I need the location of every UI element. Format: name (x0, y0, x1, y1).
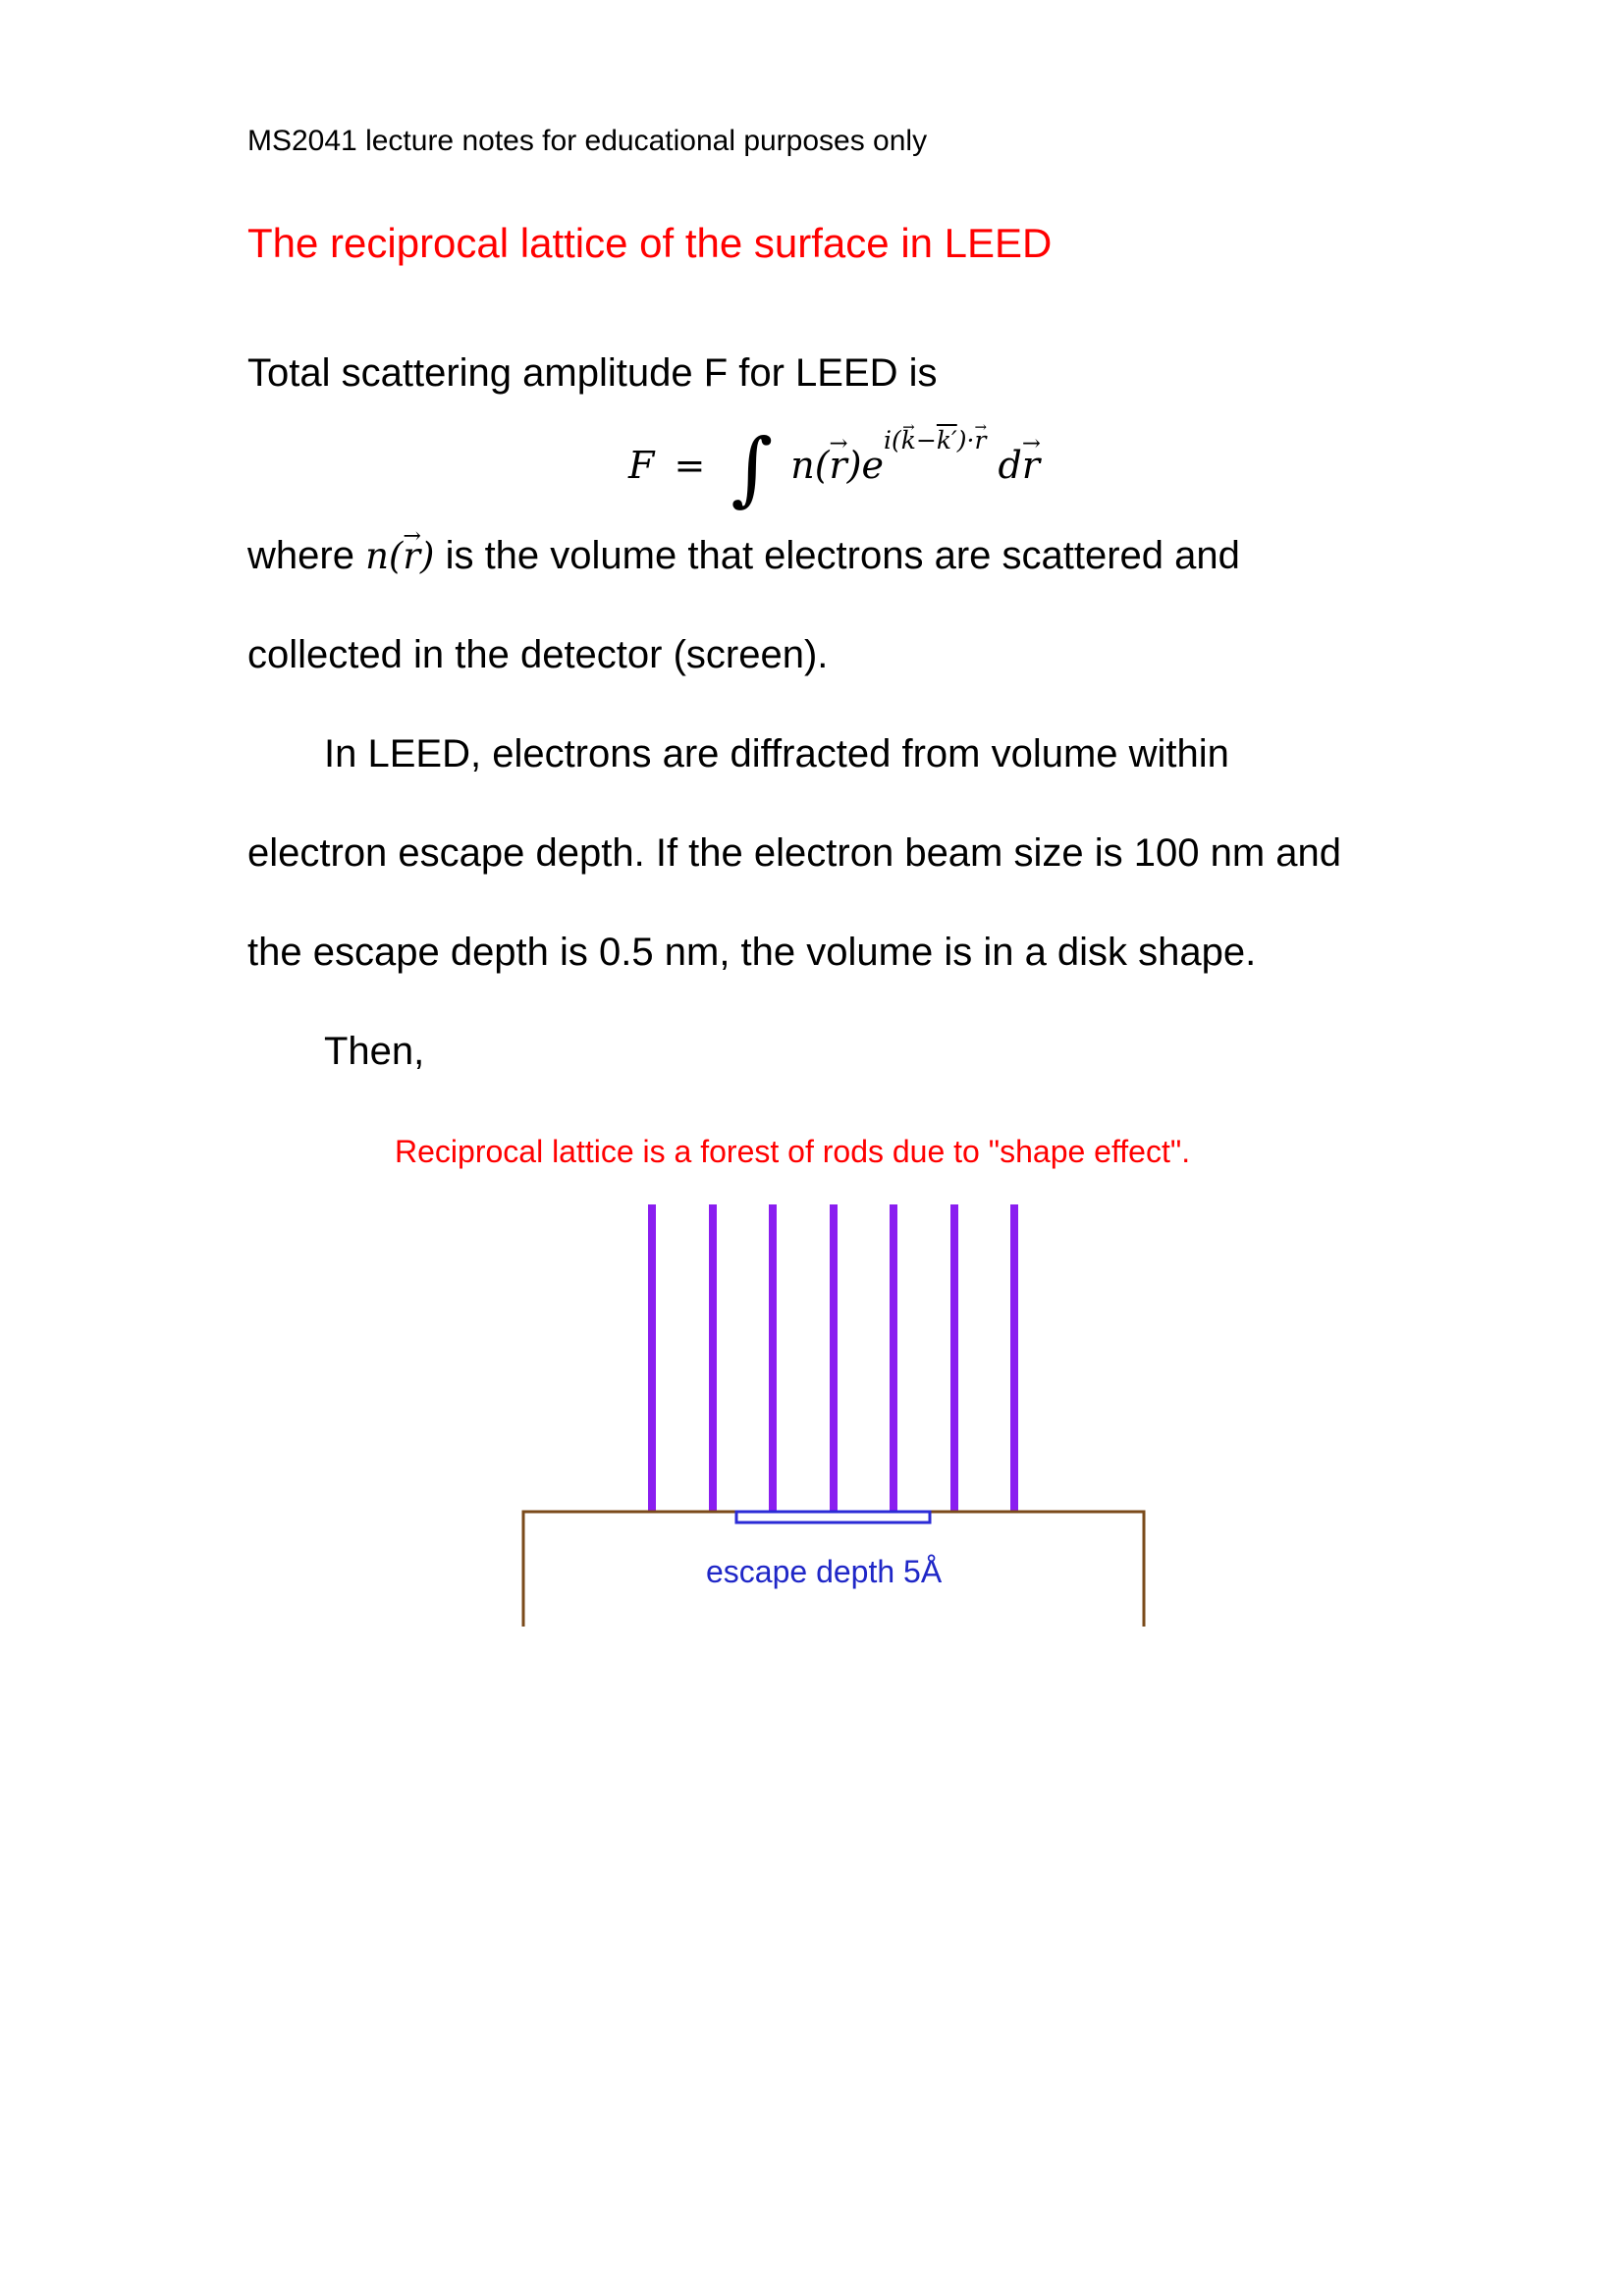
escape-depth-label: escape depth 5Å (706, 1554, 943, 1589)
integral-symbol: ∫ (731, 422, 774, 515)
escape-depth-disk (736, 1512, 930, 1522)
paragraph-line-5: electron escape depth. If the electron beam size is 100 nm and (247, 831, 1342, 875)
eq-r-vector: → r (830, 444, 847, 487)
eq-exponent: i(→ k−k′)·→ r (884, 426, 986, 454)
page-header: MS2041 lecture notes for educational purposes only (247, 125, 928, 157)
paragraph-line-4: In LEED, electrons are diffracted from volume within (324, 732, 1229, 775)
eq-equals: = (674, 444, 706, 487)
angstrom-unit: Å (920, 1554, 943, 1589)
eq-differential: d→ r (998, 444, 1040, 487)
paragraph-line-1: Total scattering amplitude F for LEED is (247, 351, 938, 395)
paragraph-line-7: Then, (324, 1030, 425, 1073)
section-title: The reciprocal lattice of the surface in LEED (247, 220, 1053, 266)
eq-close: )e (846, 444, 885, 487)
eq-n: n( (790, 444, 830, 487)
paragraph-line-3: collected in the detector (screen). (247, 633, 829, 676)
paragraph-line-6: the escape depth is 0.5 nm, the volume is in a disk shape. (247, 931, 1257, 974)
reciprocal-rods (652, 1204, 1014, 1512)
diagram-caption: Reciprocal lattice is a forest of rods due to "shape effect". (395, 1134, 1191, 1169)
eq-lhs: F (628, 444, 655, 487)
paragraph-line-2: where n(→ r) is the volume that electrons are scattered and (247, 534, 1240, 578)
